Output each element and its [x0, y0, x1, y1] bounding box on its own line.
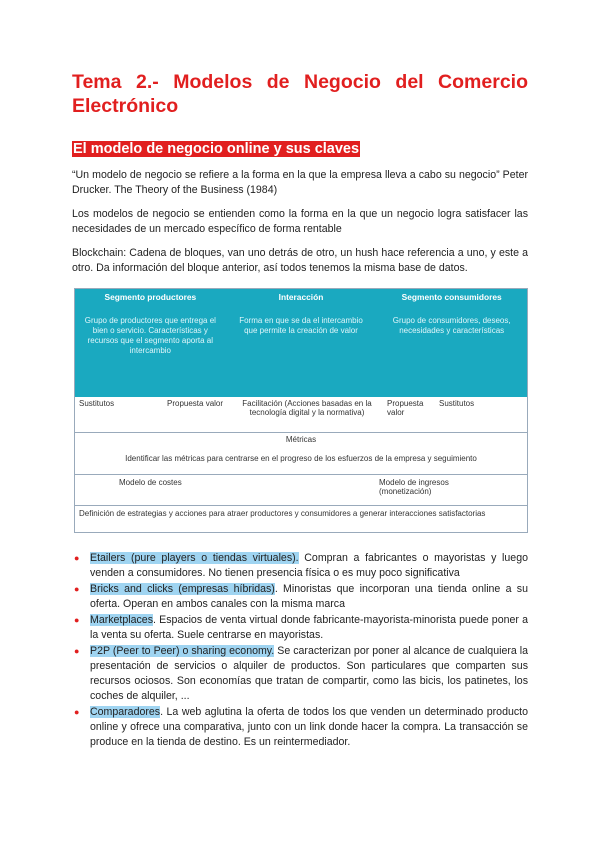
term-comparadores: Comparadores	[90, 705, 161, 718]
desc-etailers: Compran a fabricantes o mayoristas y luego venden a consumidores. No tienen presencia física o es muy poco significativa	[90, 551, 528, 579]
canvas-metricas-text: Identificar las métricas para centrarse en el progreso de los esfuerzos de la empresa y seguimiento	[125, 454, 477, 464]
canvas-metricas-title: Métricas	[285, 434, 317, 444]
canvas-propuesta-right: Propuesta valor	[387, 398, 424, 418]
canvas-modelo-ingresos: Modelo de ingresos (monetización)	[379, 477, 449, 497]
paragraph-blockchain: Blockchain: Cadena de bloques, van uno detrás de otro, un hush hace referencia a uno, y este a otro. Da información del bloque anterior, así todos tenemos la misma base de datos.	[72, 247, 528, 274]
canvas-facilitacion: Facilitación (Acciones basadas en la tecnología digital y la normativa)	[242, 398, 372, 418]
list-item-p2p	[90, 644, 528, 704]
page-title: Tema 2.- Modelos de Negocio del Comercio Electrónico	[72, 71, 528, 117]
canvas-row-value	[75, 397, 527, 433]
canvas-modelo-costes: Modelo de costes	[119, 477, 182, 487]
list-item-comparadores	[90, 705, 528, 750]
section-heading	[72, 140, 528, 158]
document-page	[72, 70, 528, 751]
canvas-row-costs	[75, 475, 527, 506]
canvas-text-productores: Grupo de productores que entrega el bien o servicio. Características y recursos que el segmento aporta al intercambio	[84, 316, 216, 356]
desc-bricks-and-clicks: . Minoristas que incorporan una tienda online a su oferta. Operan en ambos canales con la misma marca	[90, 582, 528, 610]
canvas-definicion: Definición de estrategias y acciones para atraer productores y consumidores a generar interacciones satisfactorias	[79, 508, 486, 518]
canvas-head-interaccion: Interacción	[278, 291, 324, 302]
term-bricks-and-clicks: Bricks and clicks (empresas híbridas)	[90, 582, 275, 595]
list-item-marketplaces	[90, 613, 528, 643]
canvas-header-band	[75, 289, 527, 397]
desc-p2p: Se caracterizan por poner al alcance de cualquiera la presentación de servicios o alquiler de productos. Son particulares que comparten sus recursos ociosos. Son economías que tratan de compartir, como las bicis, los patinetes, los coches de alquiler, ...	[90, 644, 528, 702]
canvas-head-consumidores: Segmento consumidores	[401, 291, 502, 302]
term-marketplaces: Marketplaces	[90, 613, 153, 626]
canvas-col-interaccion	[226, 289, 377, 397]
section-heading-text: El modelo de negocio online y sus claves	[73, 141, 360, 157]
canvas-text-interaccion: Forma en que se da el intercambio que permite la creación de valor	[239, 316, 363, 336]
canvas-text-consumidores: Grupo de consumidores, deseos, necesidades y características	[392, 316, 511, 336]
canvas-metricas	[75, 433, 527, 475]
term-etailers: Etailers (pure players o tiendas virtuales).	[90, 551, 299, 564]
desc-comparadores: . La web aglutina la oferta de todos los que venden un determinado producto online y ofrece una comparativa, junto con un link donde hacer la compra. La transacción se produce en la tienda de destino. Es un reintermediador.	[90, 705, 528, 748]
list-item-bricks-and-clicks	[90, 582, 528, 612]
canvas-sustitutos-left: Sustitutos	[79, 398, 115, 408]
canvas-col-productores	[75, 289, 226, 397]
canvas-col-consumidores	[376, 289, 527, 397]
paragraph-drucker-quote: “Un modelo de negocio se refiere a la forma en la que la empresa lleva a cabo su negocio” Peter Drucker. The Theory of the Business (1984)	[72, 169, 528, 196]
list-item-etailers	[90, 551, 528, 581]
term-p2p: P2P (Peer to Peer) o sharing economy.	[90, 644, 275, 657]
business-model-canvas-table	[74, 288, 528, 533]
paragraph-business-models: Los modelos de negocio se entienden como la forma en la que un negocio logra satisfacer las necesidades de un mercado específico de forma rentable	[72, 208, 528, 235]
canvas-sustitutos-right: Sustitutos	[439, 398, 475, 408]
canvas-propuesta-left: Propuesta valor	[167, 398, 224, 408]
business-model-list	[72, 551, 528, 750]
desc-marketplaces: . Espacios de venta virtual donde fabricante-mayorista-minorista puede poner a la venta su oferta. Suele centrarse en mayoristas.	[90, 613, 528, 641]
canvas-head-productores: Segmento productores	[104, 291, 197, 302]
